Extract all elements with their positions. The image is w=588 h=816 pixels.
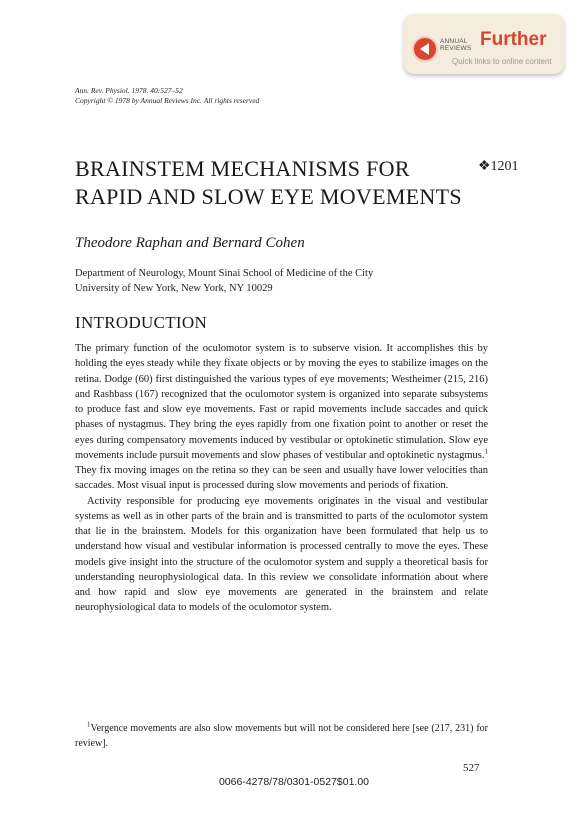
copyright-line: Copyright © 1978 by Annual Reviews Inc. All rights reserved bbox=[75, 96, 260, 105]
brand-line1: ANNUAL bbox=[440, 38, 468, 45]
section-heading: INTRODUCTION bbox=[75, 313, 208, 332]
paragraph-1 bbox=[75, 341, 488, 494]
further-subtitle: Quick links to online content bbox=[452, 57, 552, 66]
affiliation-line2: University of New York, New York, NY 10029 bbox=[75, 283, 273, 294]
doi-code: 0066-4278/78/0301-0527$01.00 bbox=[218, 776, 370, 788]
paragraph-2: Activity responsible for producing eye movements originates in the visual and vestibular systems as well as in other parts of the brain and is transmitted to parts of the oculomotor system that lie in the brainstem. Models for this organization have been formulated that help us to understand how visual and vestibular information is processed centrally to move the eyes. These models give insight into the structure of the oculomotor system and supply a theoretical basis for understanding neurophysiological data. In this review we consolidate information about where and how rapid and slow eye movements are generated in the brainstem and relate neurophysiological data to models of the oculomotor system. bbox=[75, 495, 488, 614]
footnote bbox=[75, 721, 488, 751]
affiliation-line1: Department of Neurology, Mount Sinai School of Medicine of the City bbox=[75, 268, 374, 279]
authors: Theodore Raphan and Bernard Cohen bbox=[75, 235, 305, 251]
play-icon bbox=[412, 36, 438, 62]
affiliation bbox=[75, 266, 515, 296]
paragraph-1-part-a: The primary function of the oculomotor system is to subserve vision. It accomplishes this by holding the eyes steady while they fixate objects or by moving the eyes to stabilize images on the retina. Dodge (60) first distinguished the various types of eye movements; Westheimer (215, 216) and Rashbass (167) recognized that the oculomotor system is organized into separate subsystems to produce fast and slow eye movements. Fast or rapid movements include saccades and quick phases of nystagmus. They bring the eyes rapidly from one fixation point to another or reset the eyes during compensatory movements induced by vestibular or optokinetic stimulation. Slow eye movements include pursuit movements and slow phases of vestibular and optokinetic nystagmus. bbox=[75, 343, 488, 461]
further-title: Further bbox=[480, 29, 547, 50]
further-quick-links-badge[interactable] bbox=[404, 14, 564, 74]
page-number: 527 bbox=[463, 762, 480, 774]
paragraph-1-part-b: They fix moving images on the retina so they can be seen and usually have lower velocities than saccades. Most visual input is processed during slow movements and periods of fixation. bbox=[75, 465, 488, 492]
body-text bbox=[75, 341, 488, 616]
brand-line2: REVIEWS bbox=[440, 45, 472, 52]
article-title-line1: BRAINSTEM MECHANISMS FOR bbox=[75, 156, 410, 181]
footnote-ref[interactable]: 1 bbox=[484, 447, 488, 456]
annual-reviews-logo-text bbox=[440, 38, 471, 52]
article-title-line2: RAPID AND SLOW EYE MOVEMENTS bbox=[75, 184, 462, 209]
journal-citation: Ann. Rev. Physiol. 1978. 40:527–52 bbox=[75, 86, 183, 95]
article-code: ❖1201 bbox=[478, 159, 519, 174]
footnote-text: Vergence movements are also slow movements but will not be considered here [see (217, 231) for review]. bbox=[75, 723, 488, 749]
footnote-mark: 1 bbox=[87, 720, 91, 729]
